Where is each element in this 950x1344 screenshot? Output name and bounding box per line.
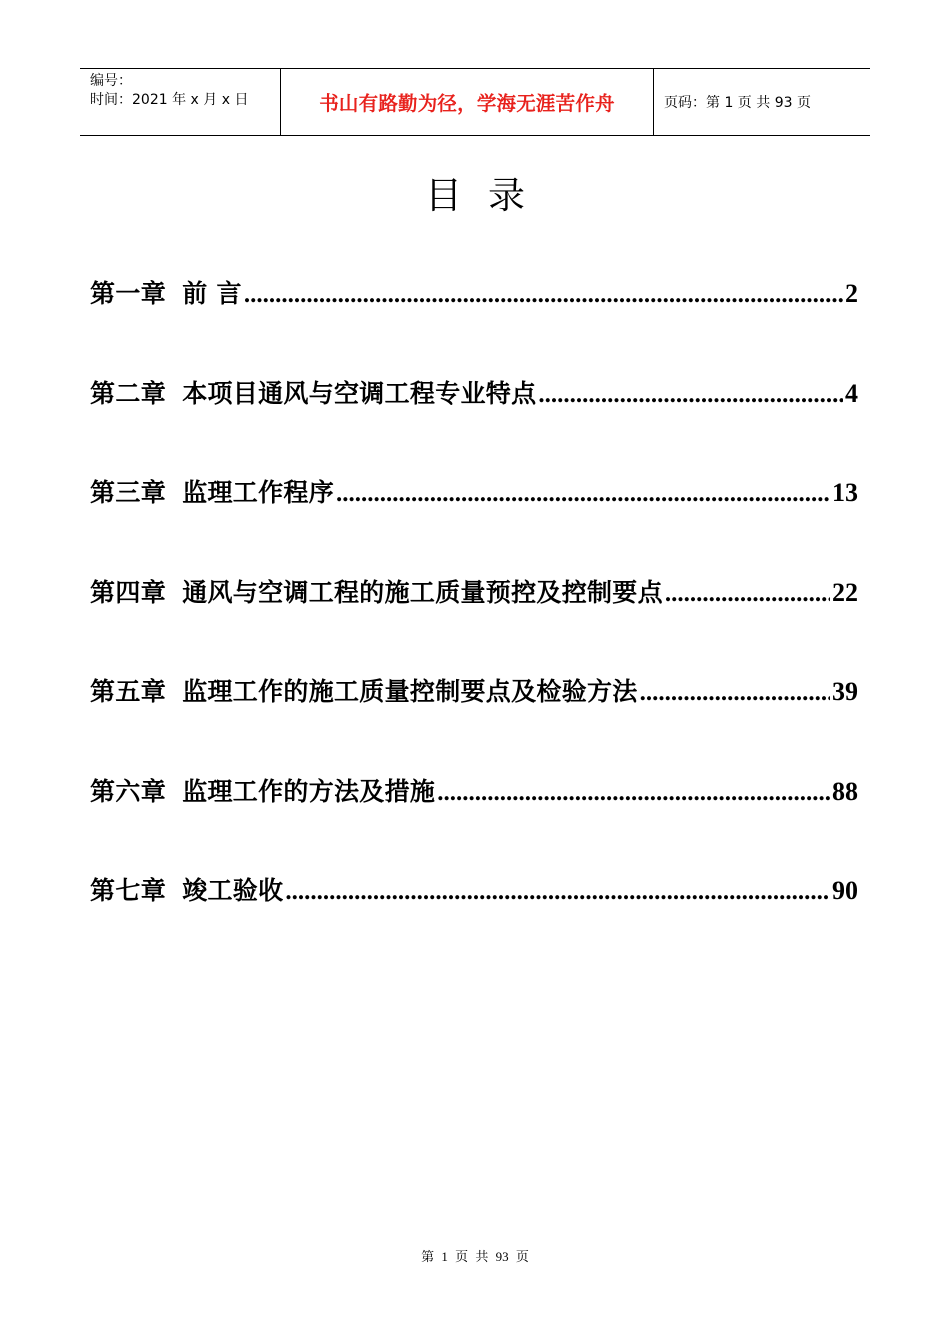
page-footer: 第 1 页 共 93 页 (421, 1249, 529, 1264)
header-motto-cell (281, 69, 654, 135)
toc-title: 监理工作程序 (182, 478, 335, 507)
toc-entry[interactable] (90, 372, 858, 472)
toc-title: 监理工作的施工质量控制要点及检验方法 (182, 677, 638, 706)
toc-leader-dots (336, 472, 830, 516)
toc-chapter: 第二章 (90, 378, 167, 408)
toc-page-number: 13 (832, 478, 858, 507)
toc-leader-dots (665, 572, 830, 616)
toc-entry[interactable] (90, 272, 858, 372)
toc-chapter: 第五章 (90, 677, 167, 706)
toc-entry[interactable] (90, 770, 858, 870)
toc-title: 前 言 (182, 279, 242, 308)
header-info-cell (80, 69, 281, 135)
toc-page-number: 90 (832, 876, 858, 905)
toc-leader-dots (437, 771, 830, 815)
toc-leader-dots (244, 273, 843, 317)
time-label: 时间：2021 年 x 月 x 日 (90, 92, 249, 108)
table-of-contents (90, 272, 858, 969)
toc-page-number: 39 (832, 677, 858, 706)
toc-page-number: 2 (845, 279, 858, 308)
toc-leader-dots (640, 671, 830, 715)
header-page-cell (654, 69, 870, 135)
toc-page-number: 22 (832, 577, 858, 607)
toc-entry[interactable] (90, 471, 858, 571)
toc-chapter: 第一章 (90, 279, 167, 308)
toc-title: 监理工作的方法及措施 (182, 776, 436, 806)
toc-chapter: 第四章 (90, 577, 167, 607)
toc-page-number: 4 (845, 378, 858, 408)
page-info: 页码：第 1 页 共 93 页 (664, 95, 811, 111)
doc-number-label: 编号： (90, 73, 132, 89)
toc-entry[interactable] (90, 670, 858, 770)
toc-title: 竣工验收 (182, 876, 284, 905)
toc-entry[interactable] (90, 869, 858, 969)
motto-text: 书山有路勤为径，学海无涯苦作舟 (319, 92, 615, 115)
toc-entry[interactable] (90, 571, 858, 671)
toc-leader-dots (538, 373, 843, 417)
toc-chapter: 第六章 (90, 776, 167, 806)
toc-leader-dots (285, 870, 830, 914)
page-header (80, 68, 870, 136)
toc-page-number: 88 (832, 776, 858, 806)
toc-chapter: 第三章 (90, 478, 167, 507)
toc-title: 通风与空调工程的施工质量预控及控制要点 (182, 577, 663, 607)
toc-chapter: 第七章 (90, 876, 167, 905)
page-title: 目录 (425, 174, 551, 217)
toc-title: 本项目通风与空调工程专业特点 (182, 378, 537, 408)
